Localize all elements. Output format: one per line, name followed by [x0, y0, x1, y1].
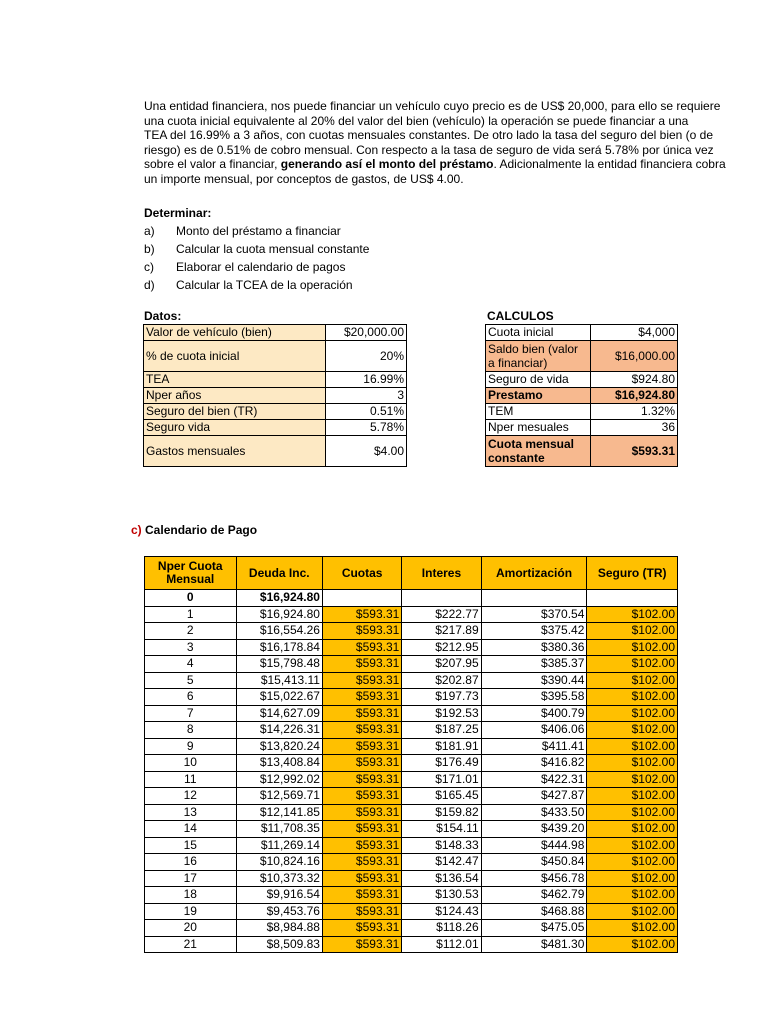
table-cell: $102.00	[587, 722, 678, 739]
table-cell: $202.87	[402, 672, 481, 689]
table-cell: $375.42	[481, 623, 587, 640]
table-cell: $593.31	[322, 656, 401, 673]
table-cell: $416.82	[481, 755, 587, 772]
table-cell: $102.00	[587, 755, 678, 772]
table-cell: $8,509.83	[236, 936, 322, 953]
table-cell: $176.49	[402, 755, 481, 772]
table-cell: $12,569.71	[236, 788, 322, 805]
table-cell: $593.31	[322, 837, 401, 854]
table-cell: $207.95	[402, 656, 481, 673]
list-item: d) Calcular la TCEA de la operación	[144, 278, 353, 292]
problem-line: una cuota inicial equivalente al 20% del valor del bien (vehículo) la operación se puede financiar a una	[144, 113, 689, 128]
problem-bold-text: generando así el monto del préstamo	[280, 157, 494, 172]
list-item: b) Calcular la cuota mensual constante	[144, 242, 370, 256]
table-cell: $102.00	[587, 606, 678, 623]
table-cell: $13,408.84	[236, 755, 322, 772]
table-cell: $222.77	[402, 606, 481, 623]
table-cell: $12,141.85	[236, 804, 322, 821]
table-cell: $439.20	[481, 821, 587, 838]
col-header: Cuotas	[322, 557, 401, 590]
table-row: Cuota inicial $4,000	[486, 325, 678, 341]
table-cell: 16	[145, 854, 237, 871]
table-cell: 10	[145, 755, 237, 772]
table-row	[145, 771, 678, 788]
table-cell: $593.31	[322, 887, 401, 904]
table-cell: $187.25	[402, 722, 481, 739]
table-row: TEA 16.99%	[144, 372, 407, 388]
col-header: Amortización	[481, 557, 587, 590]
table-row	[145, 887, 678, 904]
table-cell: $171.01	[402, 771, 481, 788]
table-cell: $593.31	[322, 689, 401, 706]
table-cell: $427.87	[481, 788, 587, 805]
table-cell: $395.58	[481, 689, 587, 706]
table-cell: $9,453.76	[236, 903, 322, 920]
problem-line: un importe mensual, por conceptos de gastos, de US$ 4.00.	[144, 171, 464, 186]
table-cell: $102.00	[587, 821, 678, 838]
table-cell: $370.54	[481, 606, 587, 623]
table-row	[145, 689, 678, 706]
table-cell: $593.31	[322, 705, 401, 722]
table-cell: 0	[145, 590, 237, 607]
table-cell: $593.31	[322, 771, 401, 788]
table-row: Cuota mensual constante $593.31	[486, 436, 678, 467]
table-row	[145, 590, 678, 607]
table-cell: $468.88	[481, 903, 587, 920]
table-cell: $136.54	[402, 870, 481, 887]
table-cell: $593.31	[322, 821, 401, 838]
table-cell: 14	[145, 821, 237, 838]
table-cell: $593.31	[322, 870, 401, 887]
col-header: Interes	[402, 557, 481, 590]
table-cell: $11,708.35	[236, 821, 322, 838]
table-cell: $192.53	[402, 705, 481, 722]
table-cell: $102.00	[587, 672, 678, 689]
calculos-title: CALCULOS	[487, 309, 554, 323]
table-row: Prestamo $16,924.80	[486, 388, 678, 404]
table-cell: $102.00	[587, 804, 678, 821]
datos-table	[143, 324, 407, 467]
table-cell: $12,992.02	[236, 771, 322, 788]
table-cell: $390.44	[481, 672, 587, 689]
table-cell: $433.50	[481, 804, 587, 821]
table-cell: $593.31	[322, 903, 401, 920]
table-cell: 8	[145, 722, 237, 739]
table-cell	[402, 590, 481, 607]
problem-line: Una entidad financiera, nos puede financiar un vehículo cuyo precio es de US$ 20,000, para ello se requiere	[144, 99, 721, 113]
table-cell: $411.41	[481, 738, 587, 755]
table-cell: $385.37	[481, 656, 587, 673]
table-cell: $593.31	[322, 623, 401, 640]
table-cell: $15,022.67	[236, 689, 322, 706]
table-row	[145, 788, 678, 805]
table-cell: $102.00	[587, 837, 678, 854]
table-cell: $593.31	[322, 920, 401, 937]
table-cell	[587, 590, 678, 607]
table-cell: 5	[145, 672, 237, 689]
table-row	[145, 722, 678, 739]
table-cell: 12	[145, 788, 237, 805]
table-row: Valor de vehículo (bien) $20,000.00	[144, 325, 407, 341]
table-cell: $16,924.80	[236, 606, 322, 623]
table-cell: 9	[145, 738, 237, 755]
table-cell: 15	[145, 837, 237, 854]
table-cell: 2	[145, 623, 237, 640]
datos-title: Datos:	[144, 309, 182, 323]
table-row: Seguro de vida $924.80	[486, 372, 678, 388]
table-cell: $102.00	[587, 903, 678, 920]
col-header: Deuda Inc.	[236, 557, 322, 590]
list-item: c) Elaborar el calendario de pagos	[144, 260, 346, 274]
list-item: a) Monto del préstamo a financiar	[144, 224, 341, 238]
table-cell: $16,924.80	[236, 590, 322, 607]
table-cell: 21	[145, 936, 237, 953]
table-cell: $15,798.48	[236, 656, 322, 673]
table-cell: $118.26	[402, 920, 481, 937]
table-cell: 3	[145, 639, 237, 656]
table-row: Seguro del bien (TR) 0.51%	[144, 404, 407, 420]
table-row	[145, 821, 678, 838]
table-cell	[481, 590, 587, 607]
table-cell: $130.53	[402, 887, 481, 904]
problem-statement	[144, 99, 726, 187]
table-cell: $102.00	[587, 705, 678, 722]
table-cell: $10,373.32	[236, 870, 322, 887]
table-cell: $124.43	[402, 903, 481, 920]
table-cell: $400.79	[481, 705, 587, 722]
table-cell: 19	[145, 903, 237, 920]
table-row	[145, 755, 678, 772]
table-cell: $102.00	[587, 788, 678, 805]
table-cell: 1	[145, 606, 237, 623]
table-cell: $102.00	[587, 920, 678, 937]
table-cell: $102.00	[587, 771, 678, 788]
table-cell: 20	[145, 920, 237, 937]
table-cell: $593.31	[322, 639, 401, 656]
table-cell: $593.31	[322, 936, 401, 953]
table-row: Nper años 3	[144, 388, 407, 404]
table-cell: $475.05	[481, 920, 587, 937]
table-cell: $593.31	[322, 722, 401, 739]
table-header-row	[145, 557, 678, 590]
table-row	[145, 837, 678, 854]
table-cell: $15,413.11	[236, 672, 322, 689]
calculos-table	[485, 324, 678, 467]
table-cell: $102.00	[587, 639, 678, 656]
table-row	[145, 903, 678, 920]
table-cell: $10,824.16	[236, 854, 322, 871]
table-cell: $181.91	[402, 738, 481, 755]
problem-line: riesgo) es de 0.51% de cobro mensual. Con respecto a la tasa de seguro de vida será 5.78% por única vez	[144, 142, 714, 157]
table-row	[145, 639, 678, 656]
calendario-table	[144, 556, 678, 953]
table-row	[145, 606, 678, 623]
table-cell: $16,178.84	[236, 639, 322, 656]
table-row: Seguro vida 5.78%	[144, 420, 407, 436]
table-row	[145, 870, 678, 887]
table-cell: $422.31	[481, 771, 587, 788]
table-cell: $456.78	[481, 870, 587, 887]
table-row	[145, 920, 678, 937]
problem-line: sobre el valor a financiar, generando así el monto del préstamo. Adicionalmente la entidad financiera cobra	[144, 157, 726, 172]
table-cell: $406.06	[481, 722, 587, 739]
table-row	[145, 936, 678, 953]
table-row: Gastos mensuales $4.00	[144, 436, 407, 467]
table-cell: $112.01	[402, 936, 481, 953]
table-cell: 13	[145, 804, 237, 821]
table-cell: 6	[145, 689, 237, 706]
table-cell: $444.98	[481, 837, 587, 854]
table-cell: $14,627.09	[236, 705, 322, 722]
table-cell: $165.45	[402, 788, 481, 805]
table-cell: 18	[145, 887, 237, 904]
table-cell: $102.00	[587, 623, 678, 640]
table-cell: $8,984.88	[236, 920, 322, 937]
table-cell: $159.82	[402, 804, 481, 821]
table-cell: $148.33	[402, 837, 481, 854]
table-row	[145, 854, 678, 871]
table-cell: $197.73	[402, 689, 481, 706]
table-cell: $462.79	[481, 887, 587, 904]
determinar-list	[144, 204, 369, 294]
table-cell: $593.31	[322, 854, 401, 871]
table-row	[145, 656, 678, 673]
table-row: Saldo bien (valor a financiar) $16,000.00	[486, 341, 678, 372]
table-cell: $593.31	[322, 755, 401, 772]
table-cell: $154.11	[402, 821, 481, 838]
table-row	[145, 738, 678, 755]
table-cell: $380.36	[481, 639, 587, 656]
table-cell: $450.84	[481, 854, 587, 871]
table-cell: $593.31	[322, 672, 401, 689]
table-cell: $481.30	[481, 936, 587, 953]
table-cell: $102.00	[587, 936, 678, 953]
table-row	[145, 804, 678, 821]
table-cell: $102.00	[587, 689, 678, 706]
problem-line: TEA del 16.99% a 3 años, con cuotas mensuales constantes. De otro lado la tasa del seguro del bien (o de	[144, 128, 714, 143]
col-header: Seguro (TR)	[587, 557, 678, 590]
table-cell	[322, 590, 401, 607]
table-cell: $14,226.31	[236, 722, 322, 739]
table-cell: $593.31	[322, 606, 401, 623]
table-row: % de cuota inicial 20%	[144, 341, 407, 372]
table-cell: $102.00	[587, 656, 678, 673]
table-cell: $102.00	[587, 854, 678, 871]
table-row	[145, 623, 678, 640]
determinar-title: Determinar:	[144, 206, 212, 220]
table-cell: $593.31	[322, 738, 401, 755]
table-cell: $13,820.24	[236, 738, 322, 755]
table-cell: 11	[145, 771, 237, 788]
table-cell: $142.47	[402, 854, 481, 871]
table-cell: $212.95	[402, 639, 481, 656]
table-row	[145, 705, 678, 722]
table-cell: $593.31	[322, 804, 401, 821]
table-cell: $217.89	[402, 623, 481, 640]
table-cell: $593.31	[322, 788, 401, 805]
table-cell: $102.00	[587, 887, 678, 904]
table-cell: 7	[145, 705, 237, 722]
table-row	[145, 672, 678, 689]
table-row: Nper mesuales 36	[486, 420, 678, 436]
calendario-title: c) Calendario de Pago	[131, 523, 258, 537]
table-cell: $16,554.26	[236, 623, 322, 640]
table-cell: $102.00	[587, 738, 678, 755]
table-cell: $102.00	[587, 870, 678, 887]
table-cell: 4	[145, 656, 237, 673]
col-header: Nper Cuota Mensual	[145, 557, 237, 590]
table-row: TEM 1.32%	[486, 404, 678, 420]
table-cell: $11,269.14	[236, 837, 322, 854]
table-cell: 17	[145, 870, 237, 887]
table-cell: $9,916.54	[236, 887, 322, 904]
